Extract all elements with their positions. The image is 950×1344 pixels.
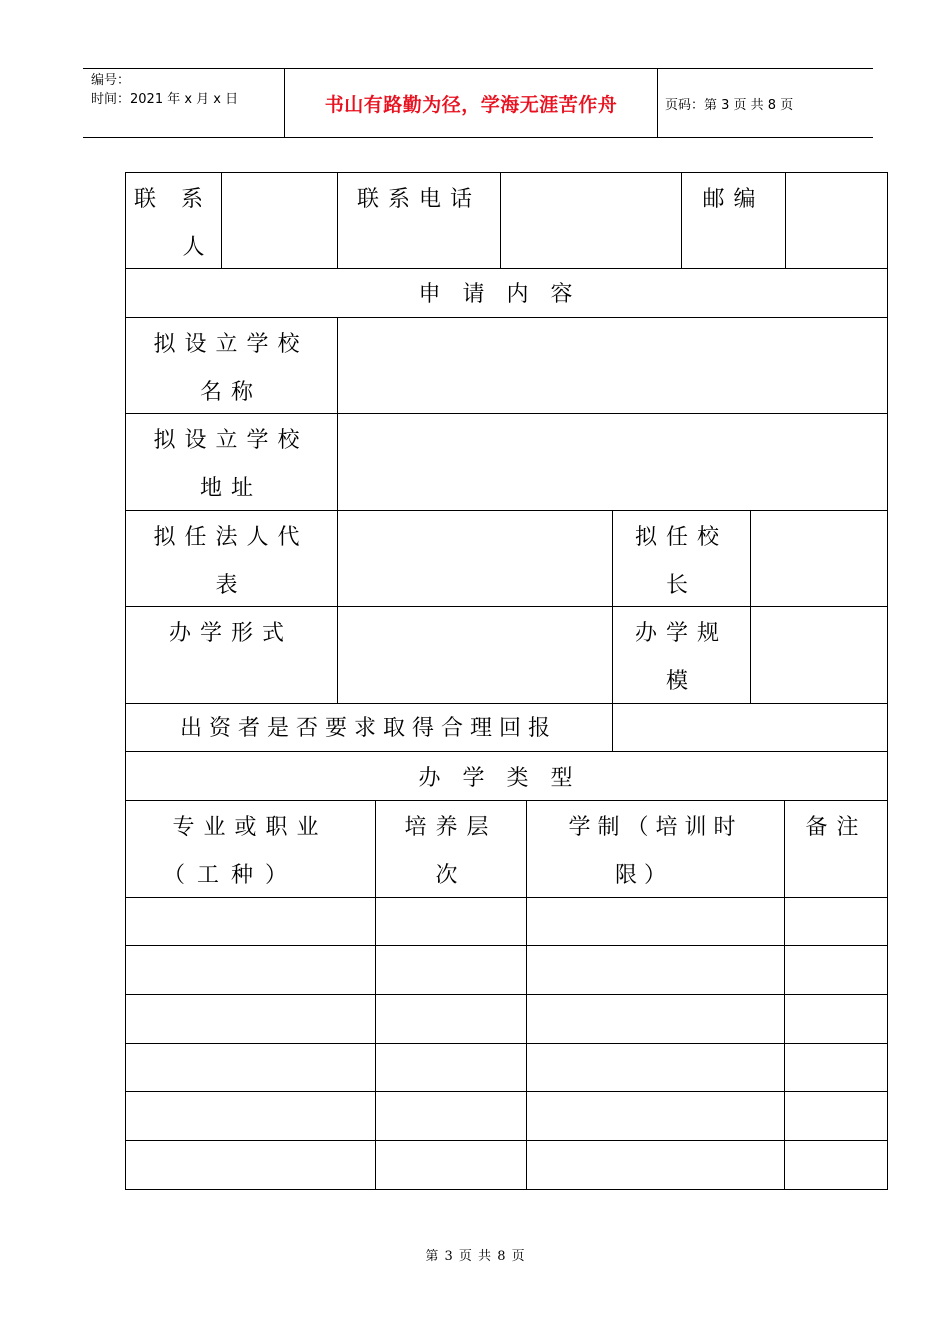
investor-return-field[interactable] [613, 704, 888, 751]
column-note-header: 备注 [805, 815, 868, 840]
principal-label-cont: 长 [665, 573, 697, 598]
school-name-label-cont: 名称 [199, 380, 262, 405]
postcode-label: 邮编 [702, 187, 765, 212]
table-row[interactable] [126, 1092, 888, 1140]
table-row[interactable] [126, 995, 888, 1043]
legal-representative-field[interactable] [338, 511, 612, 606]
contact-person-label-cont: 人 [182, 235, 214, 260]
school-address-label-cont: 地址 [199, 476, 262, 501]
page-header [83, 68, 873, 138]
school-address-field[interactable] [338, 414, 888, 510]
serial-number-label: 编号： [91, 73, 131, 88]
page-footer: 第 3 页 共 8 页 [425, 1249, 525, 1264]
school-scale-label-cont: 模 [665, 669, 697, 694]
header-page-info: 页码：第 3 页 共 8 页 [665, 97, 794, 113]
header-motto: 书山有路勤为径，学海无涯苦作舟 [284, 69, 658, 137]
table-row[interactable] [126, 946, 888, 994]
column-level-header: 培养层 [404, 815, 498, 840]
school-scale-label: 办学规 [634, 621, 728, 646]
contact-person-label: 联 系 [134, 187, 212, 212]
column-major-header-cont: （工种） [162, 863, 299, 888]
postcode-field[interactable] [786, 173, 888, 268]
school-name-field[interactable] [338, 318, 888, 413]
school-form-field[interactable] [338, 607, 612, 703]
header-meta [83, 69, 283, 137]
section-school-type: 办学类型 [418, 766, 595, 791]
school-form-label: 办学形式 [168, 621, 293, 646]
table-row[interactable] [126, 898, 888, 945]
phone-label: 联系电话 [356, 187, 481, 212]
contact-person-field[interactable] [222, 173, 337, 268]
investor-return-label: 出资者是否要求取得合理回报 [179, 716, 557, 741]
column-level-header-cont: 次 [435, 863, 467, 888]
legal-representative-label: 拟任法人代 [153, 525, 309, 550]
principal-label: 拟任校 [634, 525, 728, 550]
principal-field[interactable] [751, 511, 888, 606]
section-application-content: 申请内容 [418, 282, 595, 307]
column-duration-header-cont: 限） [614, 863, 673, 888]
table-row[interactable] [126, 1141, 888, 1189]
column-duration-header: 学制（培训时 [568, 815, 743, 840]
phone-field[interactable] [501, 173, 681, 268]
school-scale-field[interactable] [751, 607, 888, 703]
school-address-label: 拟设立学校 [153, 428, 309, 453]
legal-representative-label-cont: 表 [215, 573, 247, 598]
date-label: 时间：2021 年 x 月 x 日 [91, 92, 239, 107]
table-row[interactable] [126, 1044, 888, 1091]
school-name-label: 拟设立学校 [153, 332, 309, 357]
column-major-header: 专业或职业 [172, 815, 328, 840]
